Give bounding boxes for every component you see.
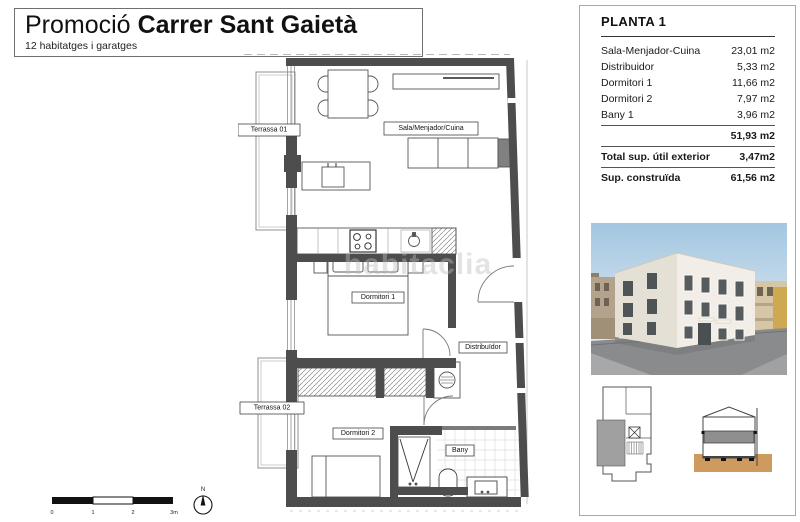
svg-text:N: N [200, 487, 206, 493]
page-subtitle: 12 habitatges i garatges [25, 39, 138, 52]
scale-bar-segments [52, 497, 173, 504]
area-table [580, 6, 795, 186]
row-value: 5,33 m2 [737, 61, 775, 73]
total-value: 51,93 m2 [730, 130, 775, 142]
section-diagram [694, 404, 772, 472]
row-label: Total sup. útil exterior [601, 151, 710, 163]
floor-plan [238, 52, 530, 514]
building-render-image [591, 223, 787, 375]
svg-text:Dormitori 1: Dormitori 1 [360, 294, 396, 301]
total-row [601, 128, 775, 144]
row-value: 7,97 m2 [737, 93, 775, 105]
panel-heading: PLANTA 1 [601, 14, 667, 29]
room-label-bedroom2 [333, 428, 383, 439]
room-label-hall [459, 342, 507, 353]
row-value: 3,96 m2 [737, 109, 775, 121]
stairs-icon [627, 442, 643, 454]
svg-text:Distribuïdor: Distribuïdor [465, 344, 501, 351]
room-label-bath [446, 445, 474, 456]
svg-text:0: 0 [50, 510, 54, 516]
key-plan-drawing [596, 384, 658, 486]
room-label-terrace2 [240, 402, 304, 414]
summary-panel [579, 5, 796, 516]
scale-and-north [40, 484, 230, 520]
title-prefix: Promoció [25, 11, 131, 39]
floor-plan-drawing [238, 52, 530, 514]
page-title [25, 11, 412, 40]
row-label: Dormitori 2 [601, 93, 653, 105]
elevator-icon [629, 427, 640, 438]
section-drawing [694, 404, 772, 472]
table-row [601, 91, 775, 107]
row-value: 11,66 m2 [732, 77, 775, 89]
room-label-living [384, 122, 478, 135]
table-row [601, 75, 775, 91]
svg-text:Bany: Bany [452, 447, 468, 454]
row-label: Dormitori 1 [601, 77, 653, 89]
divider [601, 167, 775, 168]
scale-bar-ticks [50, 510, 178, 516]
north-arrow-icon [194, 487, 212, 514]
svg-text:Terrassa 01: Terrassa 01 [250, 126, 288, 134]
room-label-terrace1 [238, 124, 300, 136]
svg-text:3m: 3m [170, 510, 178, 516]
highlighted-unit [597, 420, 625, 466]
svg-text:2: 2 [131, 510, 135, 516]
svg-text:Dormitori 2: Dormitori 2 [340, 430, 376, 437]
exterior-row [601, 149, 775, 165]
title-name: Carrer Sant Gaietà [137, 11, 358, 39]
svg-text:Terrassa 02: Terrassa 02 [253, 404, 291, 412]
row-label: Bany 1 [601, 109, 634, 121]
row-label: Distribuidor [601, 61, 655, 73]
row-label: Sup. construïda [601, 172, 681, 184]
key-plan [596, 384, 658, 486]
title-box [14, 8, 423, 57]
room-label-bedroom1 [352, 292, 404, 303]
main-building [615, 253, 755, 348]
watermark: habitaclia [343, 248, 493, 281]
divider [601, 125, 775, 126]
row-value: 23,01 m2 [731, 45, 775, 57]
svg-text:1: 1 [91, 510, 95, 516]
row-value: 61,56 m2 [730, 172, 775, 184]
table-row [601, 43, 775, 59]
building-render [591, 223, 787, 375]
built-row [601, 170, 775, 186]
divider [601, 146, 775, 147]
highlighted-floor [704, 431, 754, 443]
svg-text:Sala/Menjador/Cuina: Sala/Menjador/Cuina [398, 125, 464, 132]
row-value: 3,47m2 [739, 151, 775, 163]
row-label: Sala-Menjador-Cuina [601, 45, 701, 57]
divider [601, 36, 775, 37]
scale-bar [40, 484, 230, 520]
table-row [601, 107, 775, 123]
table-row [601, 59, 775, 75]
